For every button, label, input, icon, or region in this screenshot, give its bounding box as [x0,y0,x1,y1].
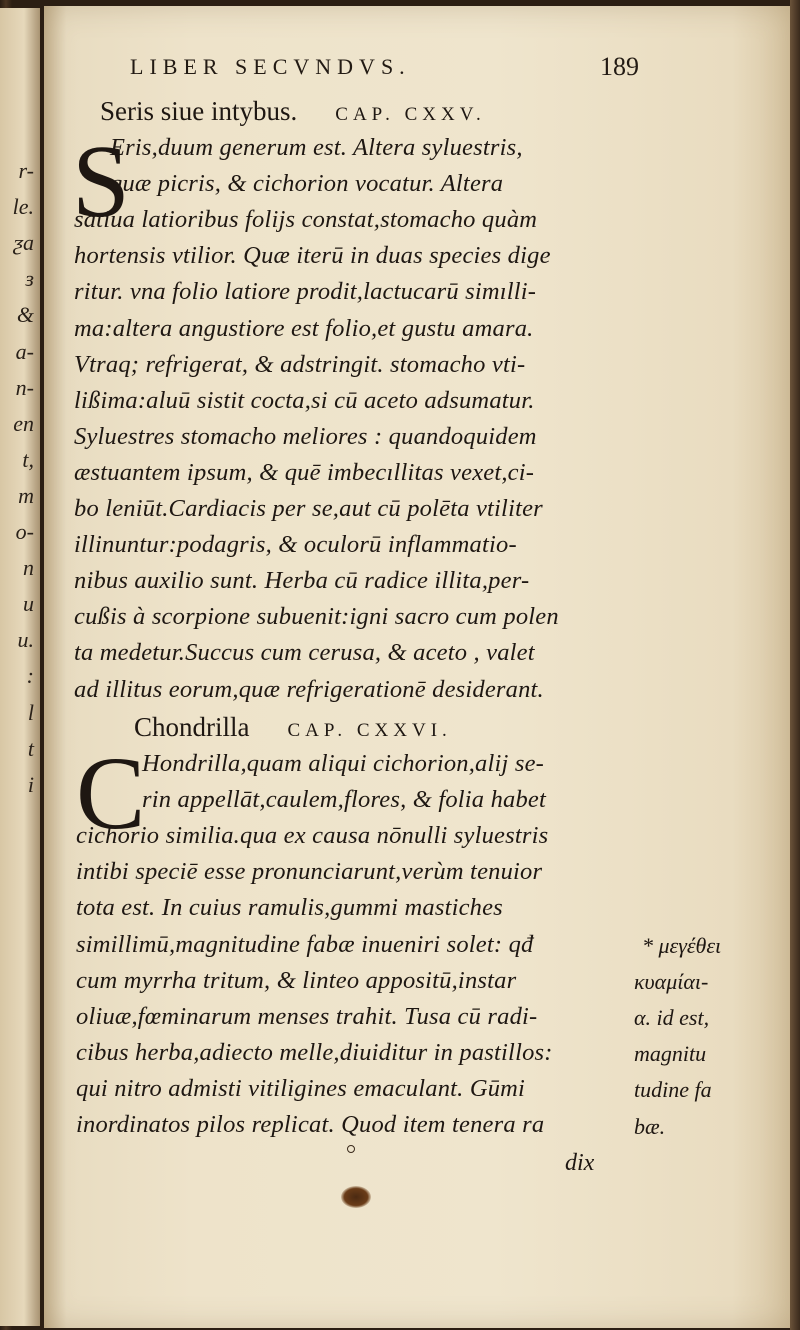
chapter-heading [100,96,486,127]
text-line: nibus auxilio sunt. Herba cū radice illita,per- [74,567,530,595]
text-line: cußis à scorpione subuenit:igni sacro cum polen [74,603,559,631]
facing-page-fragment: & [16,302,34,328]
chapter-number: CAP. CXXV. [335,104,486,125]
chapter-title: Seris siue intybus. [100,96,298,126]
facing-page-edge [0,8,40,1326]
text-line: ad illitus eorum,quæ refrigerationē desiderant. [74,675,544,703]
margin-note-line: κυαμίαι- [634,969,709,995]
ink-dot [347,1145,355,1153]
text-line: Vtraq; refrigerat, & adstringit. stomacho vti- [74,350,526,378]
ink-stain [341,1186,371,1208]
text-line: simillimū,magnitudine fabæ inueniri solet: qđ [76,930,534,958]
text-line: qui nitro admisti vitiligines emaculant. Gūmi [76,1074,526,1102]
facing-page-fragment: u. [17,627,34,653]
facing-page-fragment: ɜ [25,266,34,292]
text-line: ta medetur.Succus cum cerusa, & aceto , valet [74,639,535,667]
facing-page-fragment: en [13,410,34,436]
running-title: LIBER SECVNDVS. [130,54,411,79]
facing-page-fragment: t [27,735,34,761]
margin-note-line: * μεγέθει [642,933,722,958]
facing-page-fragment: ƺa [13,230,34,256]
text-line: inordinatos pilos replicat. Quod item tenera ra [76,1111,545,1138]
facing-page-fragment: : [26,663,34,689]
facing-page-fragment: t, [22,446,34,472]
margin-note-line: magnitu [634,1041,707,1067]
text-line: æstuantem ipsum, & quē imbecıllitas vexet,ci- [74,458,535,486]
text-line: Hondrilla,quam aliqui cichorion,alij se- [142,750,545,777]
text-line: Eris,duum generum est. Altera syluestris, [110,134,523,161]
margin-note-line: bæ. [634,1113,666,1139]
text-line: cibus herba,adiecto melle,diuiditur in pastillos: [76,1038,553,1066]
text-line: cum myrrha tritum, & linteo appositū,instar [76,966,517,994]
text-line: rin appellāt,caulem,flores, & folia habet [142,786,547,814]
text-line: lißima:aluū sistit cocta,si cū aceto adsumatur. [74,386,535,414]
text-line: satiua latioribus folijs constat,stomacho quàm [74,206,538,234]
text-line: ritur. vna folio latiore prodit,lactucarū simılli- [74,278,537,306]
text-line: hortensis vtilior. Quæ iterū in duas species dige [74,242,551,270]
facing-page-fragment: a- [15,338,34,364]
chapter-heading [134,712,452,743]
chapter-title: Chondrilla [134,712,250,742]
drop-capital: S [72,124,130,239]
text-line: ma:altera angustiore est folio,et gustu amara. [74,314,534,342]
text-line: Syluestres stomacho meliores : quandoquidem [74,422,537,450]
facing-page-fragment: m [18,482,34,508]
text-line: cichorio similia.qua ex causa nōnulli syluestris [76,822,549,850]
facing-page-fragment: o- [15,519,34,544]
text-line: oliuæ,fœminarum menses trahit. Tusa cū radi- [76,1002,538,1030]
margin-note-line: α. id est, [634,1005,710,1031]
text-line: bo leniūt.Cardiacis per se,aut cū polēta vtiliter [74,495,543,522]
text-line: tota est. In cuius ramulis,gummi mastiches [76,894,503,922]
facing-page-fragment: r- [18,158,34,183]
page-edge-shadow [790,0,800,1330]
facing-page-fragment: i [27,771,34,797]
drop-capital: C [76,736,146,851]
margin-note-line: tudine fa [634,1077,712,1103]
text-line: quæ picris, & cichorion vocatur. Altera [110,170,504,198]
text-line: illinuntur:podagris, & oculorū inflammatio- [74,531,517,559]
facing-page-fragment: le. [12,194,34,220]
chapter-number: CAP. CXXVI. [287,720,452,741]
facing-page-fragment: n [23,555,34,581]
text-line: intibi speciē esse pronunciarunt,verùm tenuior [76,858,543,886]
page-number: 189 [600,52,639,81]
facing-page-fragment: l [27,699,34,725]
facing-page-fragment: u [23,591,34,617]
facing-page-fragment: n- [15,374,34,400]
catchword: dix [565,1150,595,1176]
